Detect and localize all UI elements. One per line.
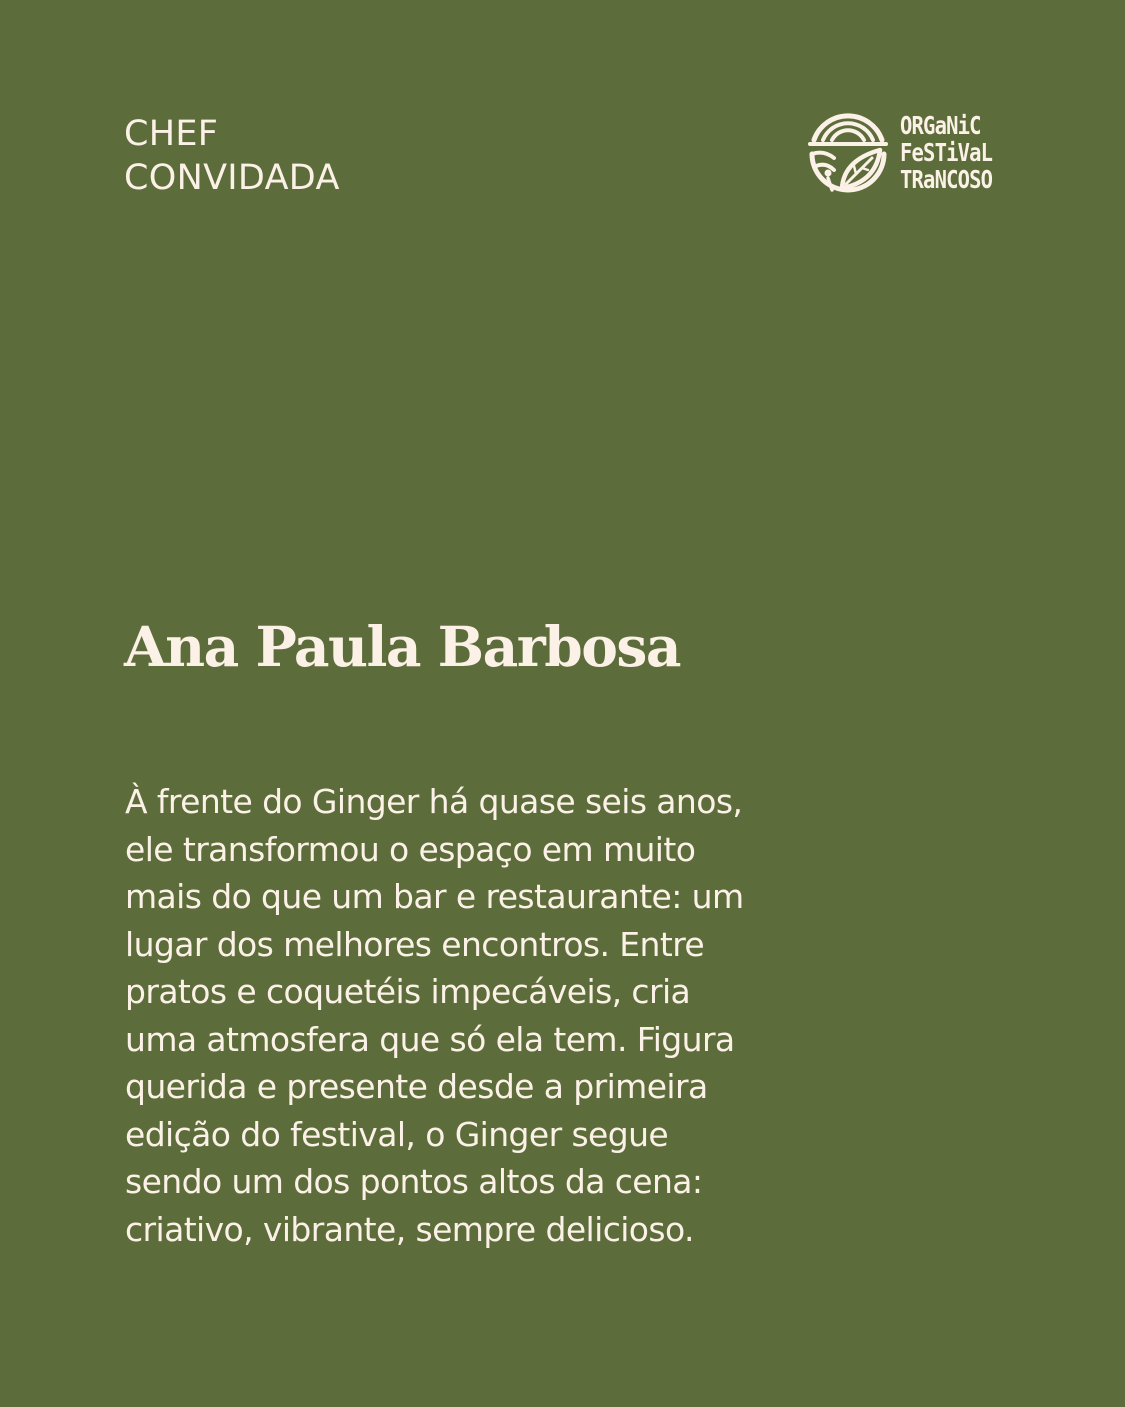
bio-line: sendo um dos pontos altos da cena: (125, 1162, 703, 1201)
logo-word: FeSTiVaL (900, 138, 993, 167)
bio-line: pratos e coquetéis impecáveis, cria (125, 972, 691, 1011)
chef-bio (125, 778, 865, 1253)
chef-name: Ana Paula Barbosa (124, 614, 680, 679)
section-label (124, 112, 340, 200)
organic-festival-emblem-icon (806, 110, 890, 196)
logo-wordmark (900, 111, 993, 194)
logo-word: ORGaNiC (900, 111, 981, 140)
bio-line: ele transformou o espaço em muito (125, 829, 696, 869)
organic-festival-logo (806, 110, 1006, 198)
bio-line: mais do que um bar e restaurante: um (125, 877, 744, 916)
bio-line: criativo, vibrante, sempre delicioso. (125, 1209, 694, 1249)
logo-word: TRaNCOSO (900, 165, 993, 194)
bio-line: lugar dos melhores encontros. Entre (125, 924, 705, 964)
bio-line: uma atmosfera que só ela tem. Figura (125, 1019, 735, 1059)
section-label-line: CONVIDADA (124, 158, 340, 198)
bio-line: edição do festival, o Ginger segue (125, 1114, 669, 1154)
section-label-line: CHEF (124, 114, 219, 154)
bio-line: À frente do Ginger há quase seis anos, (125, 782, 743, 821)
bio-line: querida e presente desde a primeira (125, 1067, 708, 1106)
